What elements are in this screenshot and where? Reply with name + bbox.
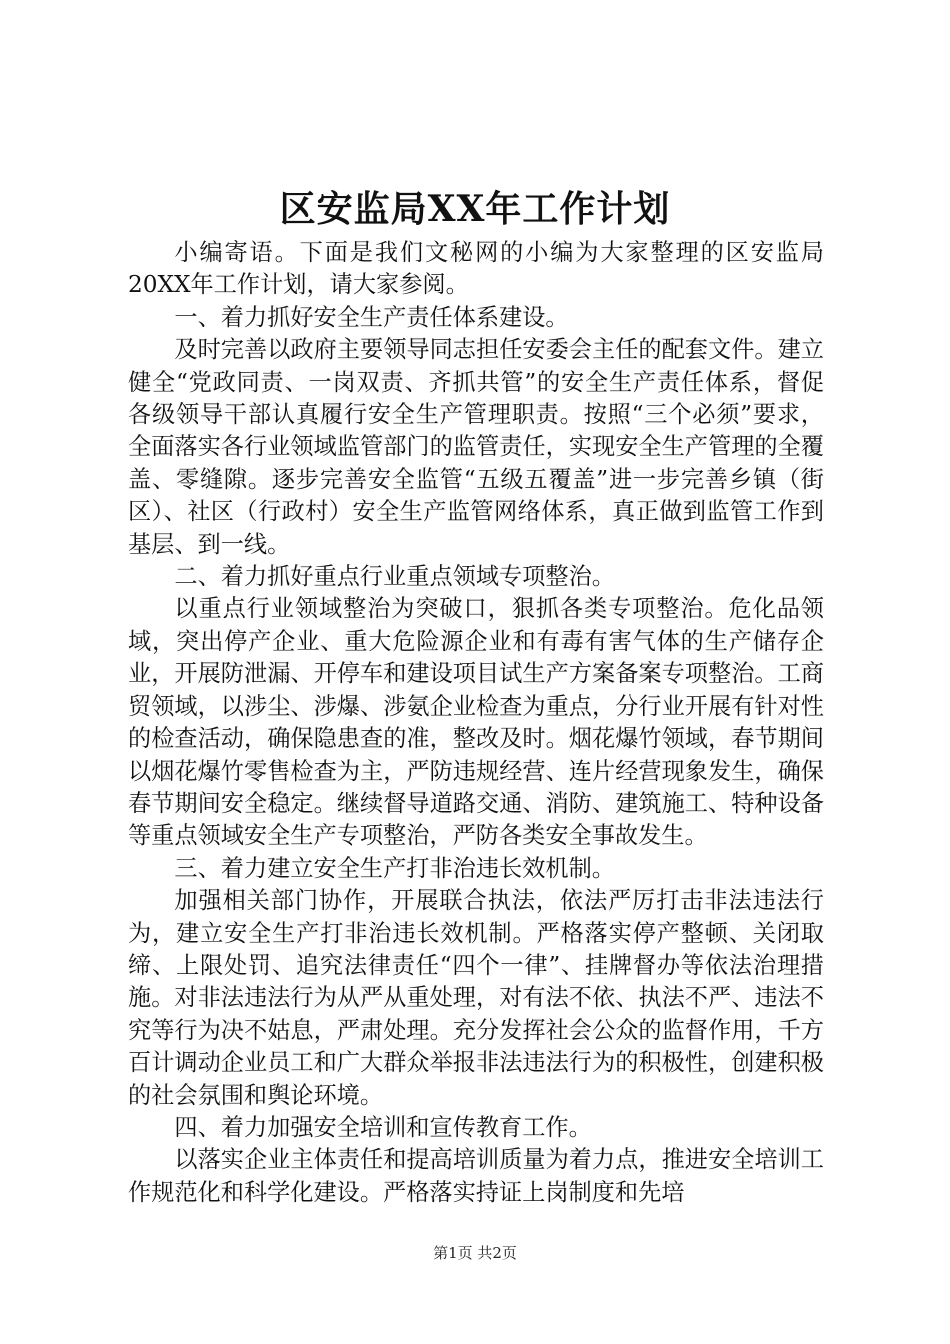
paragraph-section-4: 以落实企业主体责任和提高培训质量为着力点，推进安全培训工作规范化和科学化建设。严格落实持证上岗制度和先培: [128, 1146, 824, 1206]
section-heading-1: 一、着力抓好安全生产责任体系建设。: [174, 303, 569, 331]
section-heading-4: 四、着力加强安全培训和宣传教育工作。: [174, 1113, 592, 1141]
document-body: [128, 237, 824, 1209]
section-heading-2: 二、着力抓好重点行业重点领域专项整治。: [174, 563, 615, 591]
paragraph-intro: 小编寄语。下面是我们文秘网的小编为大家整理的区安监局20XX年工作计划，请大家参阅。: [128, 239, 824, 299]
section-heading-3: 三、着力建立安全生产打非治违长效机制。: [174, 854, 615, 882]
paragraph-section-1: 及时完善以政府主要领导同志担任安委会主任的配套文件。建立健全“党政同责、一岗双责、齐抓共管”的安全生产责任体系，督促各级领导干部认真履行安全生产管理职责。按照“三个必须”要求，全面落实各行业领域监管部门的监管责任，实现安全生产管理的全覆盖、零缝隙。逐步完善安全监管“五级五覆盖”进一步完善乡镇（街区）、社区（行政村）安全生产监管网络体系，真正做到监管工作到基层、到一线。: [128, 336, 824, 558]
page-number-footer: 第1页 共2页: [433, 1244, 517, 1262]
paragraph-section-3: 加强相关部门协作，开展联合执法，依法严厉打击非法违法行为，建立安全生产打非治违长效机制。严格落实停产整顿、关闭取缔、上限处罚、追究法律责任“四个一律”、挂牌督办等依法治理措施。对非法违法行为从严从重处理，对有法不依、执法不严、违法不究等行为决不姑息，严肃处理。充分发挥社会公众的监督作用，千方百计调动企业员工和广大群众举报非法违法行为的积极性，创建积极的社会氛围和舆论环境。: [128, 887, 824, 1109]
paragraph-section-2: 以重点行业领域整治为突破口，狠抓各类专项整治。危化品领域，突出停产企业、重大危险源企业和有毒有害气体的生产储存企业，开展防泄漏、开停车和建设项目试生产方案备案专项整治。工商贸领域，以涉尘、涉爆、涉氨企业检查为重点，分行业开展有针对性的检查活动，确保隐患查的准，整改及时。烟花爆竹领域，春节期间以烟花爆竹零售检查为主，严防违规经营、连片经营现象发生，确保春节期间安全稳定。继续督导道路交通、消防、建筑施工、特种设备等重点领域安全生产专项整治，严防各类安全事故发生。: [128, 595, 824, 850]
document-title: 区安监局XX年工作计划: [279, 188, 671, 230]
